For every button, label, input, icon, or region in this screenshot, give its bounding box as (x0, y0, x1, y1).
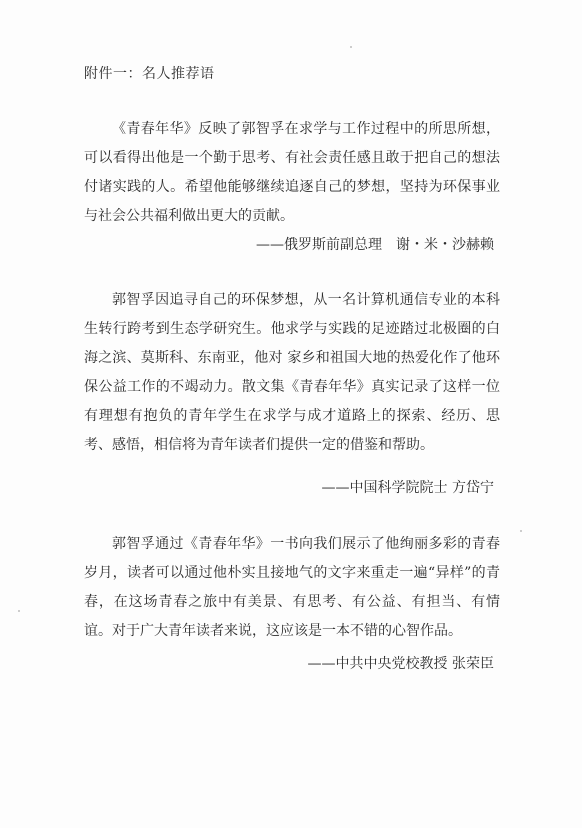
recommendation-text-2: 郭智孚因追寻自己的环保梦想，从一名计算机通信专业的本科生转行跨考到生态学研究生。他求学与实践的足迹踏过北极圈的白海之滨、莫斯科、东南亚，他对 家乡和祖国大地的热爱化作了他环保公益工作的不竭动力。散文集《青春年华》真实记录了这样一位有理想有抱负的青年学生在求学与成才道路上的探索、经历、思考、感悟，相信将为青年读者们提供一定的借鉴和帮助。 (84, 292, 500, 453)
scan-speck (350, 46, 352, 48)
scan-speck (18, 610, 20, 612)
recommendation-signature-3: ——中共中央党校教授 张荣臣 (307, 656, 494, 672)
scan-speck (520, 530, 522, 532)
recommendation-signature-1: ——俄罗斯前副总理 谢・米・沙赫赖 (256, 237, 494, 253)
page-heading: 附件一：名人推荐语 (84, 66, 215, 82)
recommendation-signature-2: ——中国科学院院士 方岱宁 (321, 480, 494, 496)
recommendation-text-1: 《青春年华》反映了郭智孚在求学与工作过程中的所思所想，可以看得出他是一个勤于思考、有社会责任感且敢于把自己的想法付诸实践的人。希望他能够继续追逐自己的梦想，坚持为环保事业与社会公共福利做出更大的贡献。 (84, 121, 500, 224)
recommendation-text-3: 郭智孚通过《青春年华》一书向我们展示了他绚丽多彩的青春岁月，读者可以通过他朴实且接地气的文字来重走一遍“异样”的青春，在这场青春之旅中有美景、有思考、有公益、有担当、有情谊。对于广大青年读者来说，这应该是一本不错的心智作品。 (84, 536, 500, 639)
